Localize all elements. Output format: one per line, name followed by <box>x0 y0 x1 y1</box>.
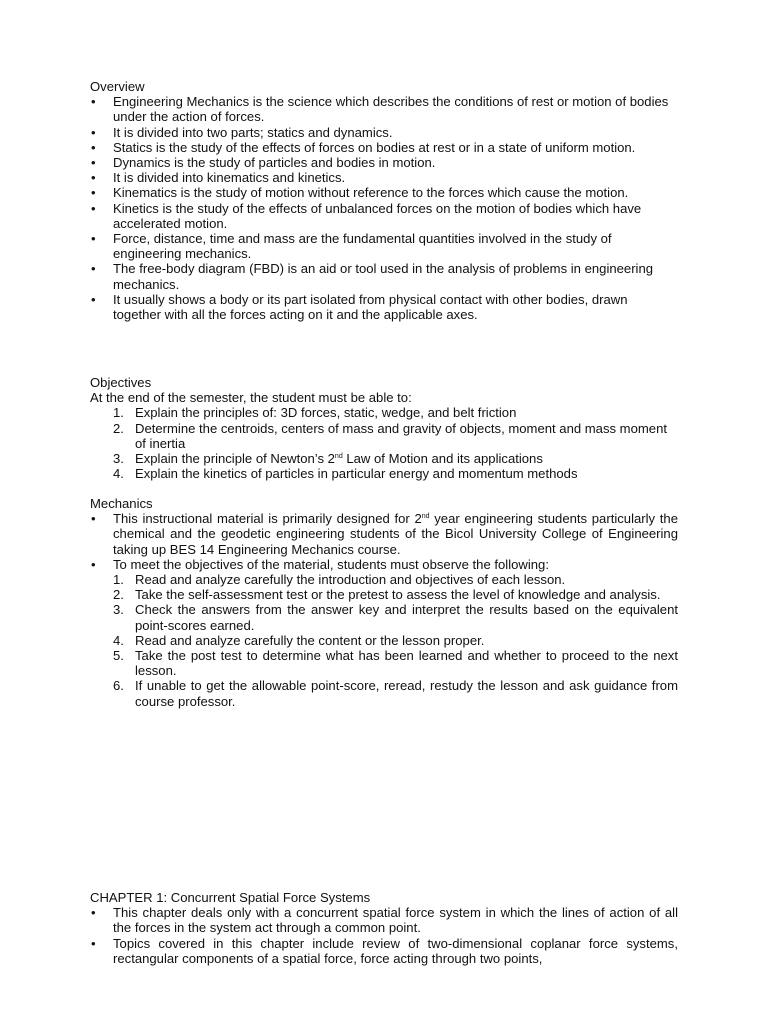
objectives-list <box>90 405 678 481</box>
overview-bullet-list <box>90 94 678 322</box>
list-item <box>90 511 678 557</box>
list-item: • Topics covered in this chapter include review of two-dimensional coplanar force systems, rectangular components of a spatial force, force acting through two points, <box>90 936 678 966</box>
overview-heading: Overview <box>90 79 145 94</box>
list-number: 3. <box>113 602 124 618</box>
list-number: 4. <box>113 632 124 648</box>
list-number: 1. <box>113 405 124 421</box>
list-number: 5. <box>113 648 124 664</box>
list-number: 2. <box>113 420 124 436</box>
chapter-1-bullet-list <box>90 905 678 966</box>
mechanics-bullet-list <box>90 511 678 572</box>
objectives-intro: At the end of the semester, the student must be able to: <box>90 390 412 406</box>
mechanics-section <box>90 496 678 709</box>
list-item <box>113 451 678 466</box>
list-number: 2. <box>113 587 124 603</box>
list-item-text: Determine the centroids, centers of mass and gravity of objects, moment and mass moment of inertia <box>135 420 667 451</box>
list-item-text: Explain the principles of: 3D forces, static, wedge, and belt friction <box>135 405 517 421</box>
objectives-heading: Objectives <box>90 375 152 390</box>
list-item-text: This instructional material is primarily designed for 2 <box>113 511 422 527</box>
list-number: 1. <box>113 572 124 588</box>
list-item <box>113 633 678 648</box>
list-item: • Kinetics is the study of the effects of unbalanced forces on the motion of bodies which have accelerated motion. <box>90 201 678 231</box>
list-item: • The free-body diagram (FBD) is an aid or tool used in the analysis of problems in engineering mechanics. <box>90 261 678 291</box>
mechanics-steps-list <box>90 572 678 709</box>
list-number: 3. <box>113 451 124 467</box>
objectives-section <box>90 375 678 481</box>
chapter-1-section <box>90 890 678 966</box>
list-item: • It usually shows a body or its part isolated from physical contact with other bodies, drawn together with all the forces acting on it and the applicable axes. <box>90 292 678 322</box>
list-item <box>113 587 678 602</box>
list-item <box>113 405 678 420</box>
list-item <box>113 572 678 587</box>
list-item <box>113 648 678 678</box>
list-item: • Kinematics is the study of motion without reference to the forces which cause the motion. <box>90 185 678 200</box>
list-item: • Dynamics is the study of particles and bodies in motion. <box>90 155 678 170</box>
superscript: nd <box>421 513 430 521</box>
list-number: 4. <box>113 466 124 482</box>
superscript: nd <box>334 453 343 461</box>
list-item <box>113 678 678 708</box>
list-item: • It is divided into two parts; statics and dynamics. <box>90 125 678 140</box>
list-item-text: If unable to get the allowable point-score, reread, restudy the lesson and ask guidance from course professor. <box>135 678 678 709</box>
list-item <box>113 602 678 632</box>
list-item-text: year engineering students particularly the chemical and the geodetic engineering students of the Bicol University College of Engineering taking up BES 14 Engineering Mechanics course. <box>113 511 678 557</box>
list-item-text: Take the self-assessment test or the pretest to assess the level of knowledge and analysis. <box>135 587 661 603</box>
list-item-text: Read and analyze carefully the content or the lesson proper. <box>135 632 485 648</box>
list-item: • Engineering Mechanics is the science which describes the conditions of rest or motion of bodies under the action of forces. <box>90 94 678 124</box>
mechanics-heading: Mechanics <box>90 496 153 511</box>
list-item: • To meet the objectives of the material, students must observe the following: <box>90 557 678 572</box>
list-item <box>113 466 678 481</box>
list-item: • Statics is the study of the effects of forces on bodies at rest or in a state of uniform motion. <box>90 140 678 155</box>
list-number: 6. <box>113 678 124 694</box>
list-item-text: Law of Motion and its applications <box>342 451 543 467</box>
overview-section <box>90 79 678 322</box>
list-item: • It is divided into kinematics and kinetics. <box>90 170 678 185</box>
list-item <box>113 421 678 451</box>
list-item-text: Explain the kinetics of particles in particular energy and momentum methods <box>135 466 578 482</box>
list-item: • Force, distance, time and mass are the fundamental quantities involved in the study of engineering mechanics. <box>90 231 678 261</box>
list-item: • This chapter deals only with a concurrent spatial force system in which the lines of action of all the forces in the system act through a common point. <box>90 905 678 935</box>
list-item-text: Read and analyze carefully the introduction and objectives of each lesson. <box>135 572 566 588</box>
chapter-1-heading: CHAPTER 1: Concurrent Spatial Force Systems <box>90 890 371 905</box>
list-item-text: Check the answers from the answer key and interpret the results based on the equivalent point-scores earned. <box>135 602 678 633</box>
list-item-text: Take the post test to determine what has been learned and whether to proceed to the next lesson. <box>135 648 678 679</box>
list-item-text: Explain the principle of Newton’s 2 <box>135 451 335 467</box>
